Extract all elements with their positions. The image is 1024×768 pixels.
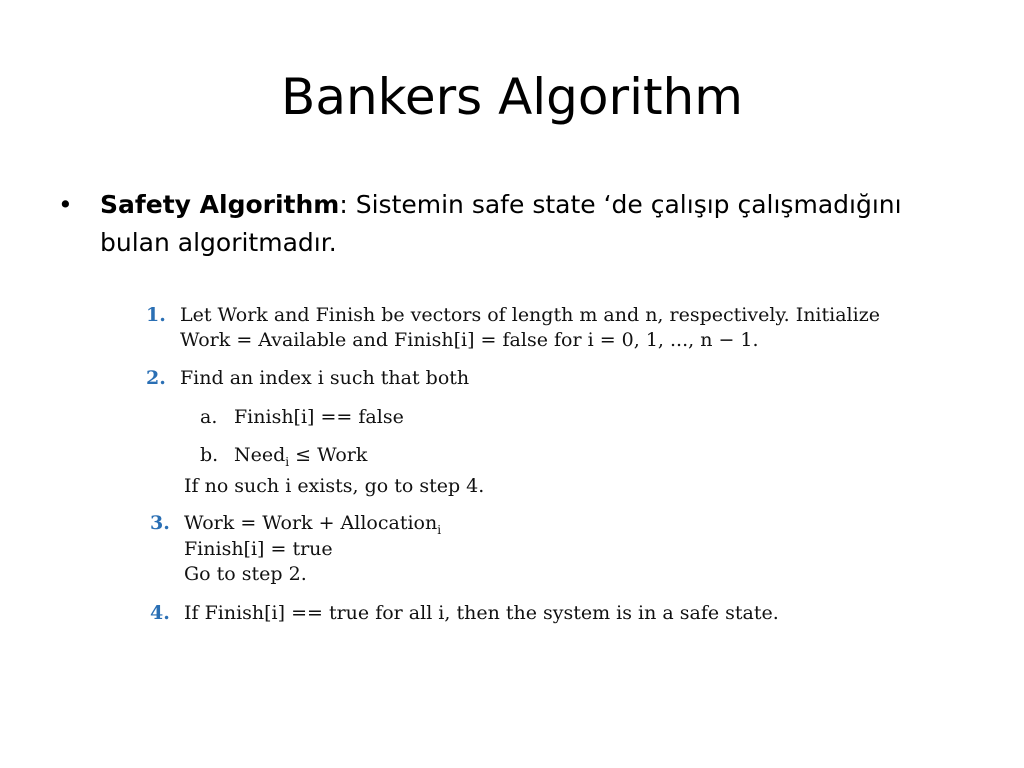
step-3-line-2 — [184, 536, 333, 562]
bullet-separator: : — [339, 190, 348, 219]
step-2-line-1-text: Find an index i such that both — [180, 367, 470, 389]
step-2b-need: Need — [234, 444, 286, 466]
step-2b-subscript: i — [285, 454, 290, 469]
step-2-line-1 — [180, 365, 469, 391]
bullet-text — [100, 186, 960, 262]
step-2b-letter: b. — [200, 444, 219, 466]
bullet-text-line-2: bulan algoritmadır. — [100, 228, 337, 257]
step-2b-text — [234, 442, 367, 468]
step-3-line-3-text: Go to step 2. — [184, 563, 307, 585]
step-2-footer-text: If no such i exists, go to step 4. — [184, 475, 485, 497]
step-3-line-3 — [184, 561, 307, 587]
bullet-icon: • — [58, 190, 73, 219]
step-3-line-2-text: Finish[i] = true — [184, 538, 333, 560]
step-2b-after: ≤ Work — [289, 444, 368, 466]
bullet-term: Safety Algorithm — [100, 190, 340, 219]
step-2a-text — [234, 404, 404, 430]
step-4-line-1 — [184, 600, 779, 626]
step-2a-text-value: Finish[i] == false — [234, 406, 404, 428]
bullet-item — [58, 186, 958, 262]
slide-title: Bankers Algorithm — [281, 68, 743, 126]
step-4-number: 4. — [150, 602, 170, 624]
step-1-line-1 — [180, 302, 880, 328]
step-3-line-1-text: Work = Work + Allocation — [184, 512, 438, 534]
step-1-line-1-text: Let Work and Finish be vectors of length m and n, respectively. Initialize — [180, 304, 880, 326]
step-1-line-2-text: Work = Available and Finish[i] = false for i = 0, 1, ..., n − 1. — [180, 329, 759, 351]
step-3-line-1 — [184, 510, 441, 536]
step-1-line-2 — [180, 327, 759, 353]
bullet-text-line-1: Sistemin safe state ‘de çalışıp çalışmadığını — [347, 190, 902, 219]
step-3-number: 3. — [150, 512, 170, 534]
step-1-number: 1. — [146, 304, 166, 326]
step-3-subscript: i — [437, 522, 442, 537]
step-2a-letter: a. — [200, 406, 218, 428]
step-2-number: 2. — [146, 367, 166, 389]
step-2-footer — [184, 473, 484, 499]
step-4-line-1-text: If Finish[i] == true for all i, then the system is in a safe state. — [184, 602, 779, 624]
